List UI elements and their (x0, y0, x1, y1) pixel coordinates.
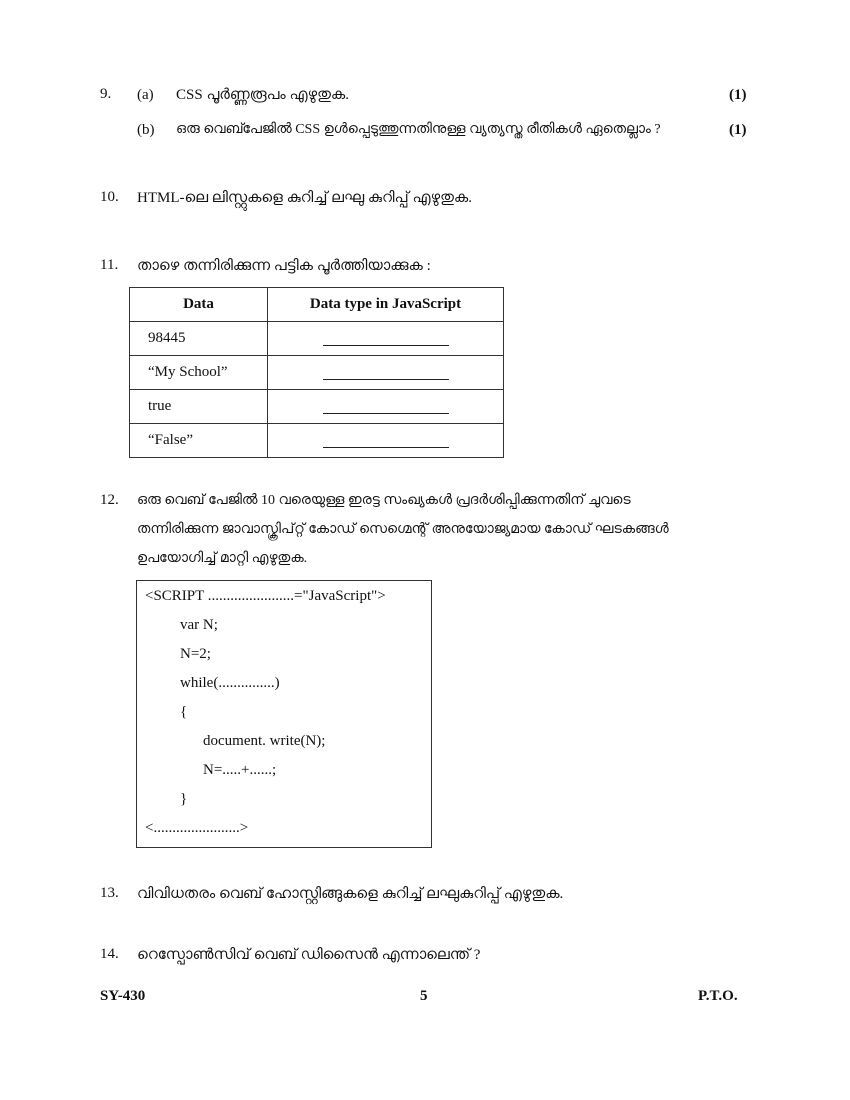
code-line: } (180, 791, 188, 807)
table-header-data: Data (130, 288, 268, 322)
q12-line1: ഒരു വെബ് പേജിൽ 10 വരെയുള്ള ഇരട്ട സംഖ്യകൾ പ്രദർശിപ്പിക്കുന്നതിന് ചുവടെ (137, 493, 631, 508)
code-line: var N; (180, 617, 218, 633)
q9b-marks: (1) (729, 122, 747, 138)
q9a-marks: (1) (729, 87, 747, 103)
table-cell-blank (268, 322, 504, 356)
q12-line2: തന്നിരിക്കുന്ന ജാവാസ്ക്രിപ്റ്റ് കോഡ് സെഗ്മെന്റ് അനുയോജ്യമായ കോഡ് ഘടകങ്ങൾ (137, 522, 669, 537)
answer-blank-line (323, 331, 449, 346)
q9b-label: (b) (137, 122, 155, 138)
q11-number: 11. (100, 257, 119, 273)
code-line: N=.....+......; (203, 762, 277, 778)
code-line: <SCRIPT .......................="JavaScript"> (145, 588, 386, 604)
code-segment-box (136, 580, 432, 848)
q9a-text: CSS പൂർണ്ണരൂപം എഴുതുക. (176, 87, 349, 103)
answer-blank-line (323, 365, 449, 380)
answer-blank-line (323, 433, 449, 448)
q11-text: താഴെ തന്നിരിക്കുന്ന പട്ടിക പൂർത്തിയാക്കുക : (137, 258, 431, 274)
q12-line3: ഉപയോഗിച്ച് മാറ്റി എഴുതുക. (137, 551, 308, 566)
table-cell-blank (268, 424, 504, 458)
table-row (130, 322, 504, 356)
q14-text: റെസ്പോൺസിവ് വെബ് ഡിസൈൻ എന്നാലെന്ത് ? (137, 947, 481, 963)
table-row (130, 390, 504, 424)
footer-page-number: 5 (420, 988, 428, 1004)
code-line: { (180, 704, 188, 720)
table-cell-blank (268, 390, 504, 424)
q12-number: 12. (100, 492, 119, 508)
table-cell-data: “My School” (130, 356, 268, 390)
footer-code: SY-430 (100, 988, 146, 1004)
code-line: N=2; (180, 646, 211, 662)
data-type-table (129, 287, 504, 458)
q9b-text: ഒരു വെബ്പേജിൽ CSS ഉൾപ്പെടുത്തുന്നതിനുള്ള വ്യത്യസ്ത രീതികൾ ഏതെല്ലാം ? (176, 122, 661, 137)
q13-text: വിവിധതരം വെബ് ഹോസ്റ്റിങ്ങുകളെ കുറിച്ച് ലഘുകുറിപ്പ് എഴുതുക. (137, 886, 564, 902)
table-cell-data: 98445 (130, 322, 268, 356)
q14-number: 14. (100, 946, 119, 962)
answer-blank-line (323, 399, 449, 414)
q13-number: 13. (100, 885, 119, 901)
table-header-type: Data type in JavaScript (268, 288, 504, 322)
table-cell-data: true (130, 390, 268, 424)
q9-number: 9. (100, 86, 112, 102)
q10-text: HTML-ലെ ലിസ്റ്റുകളെ കുറിച്ച് ലഘു കുറിപ്പ് എഴുതുക. (137, 190, 472, 206)
code-line: while(...............) (180, 675, 280, 691)
code-line: document. write(N); (203, 733, 326, 749)
code-line: <.......................> (145, 820, 249, 836)
table-cell-data: “False” (130, 424, 268, 458)
table-cell-blank (268, 356, 504, 390)
table-row (130, 424, 504, 458)
footer-pto: P.T.O. (698, 988, 738, 1004)
table-header-row (130, 288, 504, 322)
q10-number: 10. (100, 189, 119, 205)
q9a-label: (a) (137, 87, 154, 103)
table-row (130, 356, 504, 390)
